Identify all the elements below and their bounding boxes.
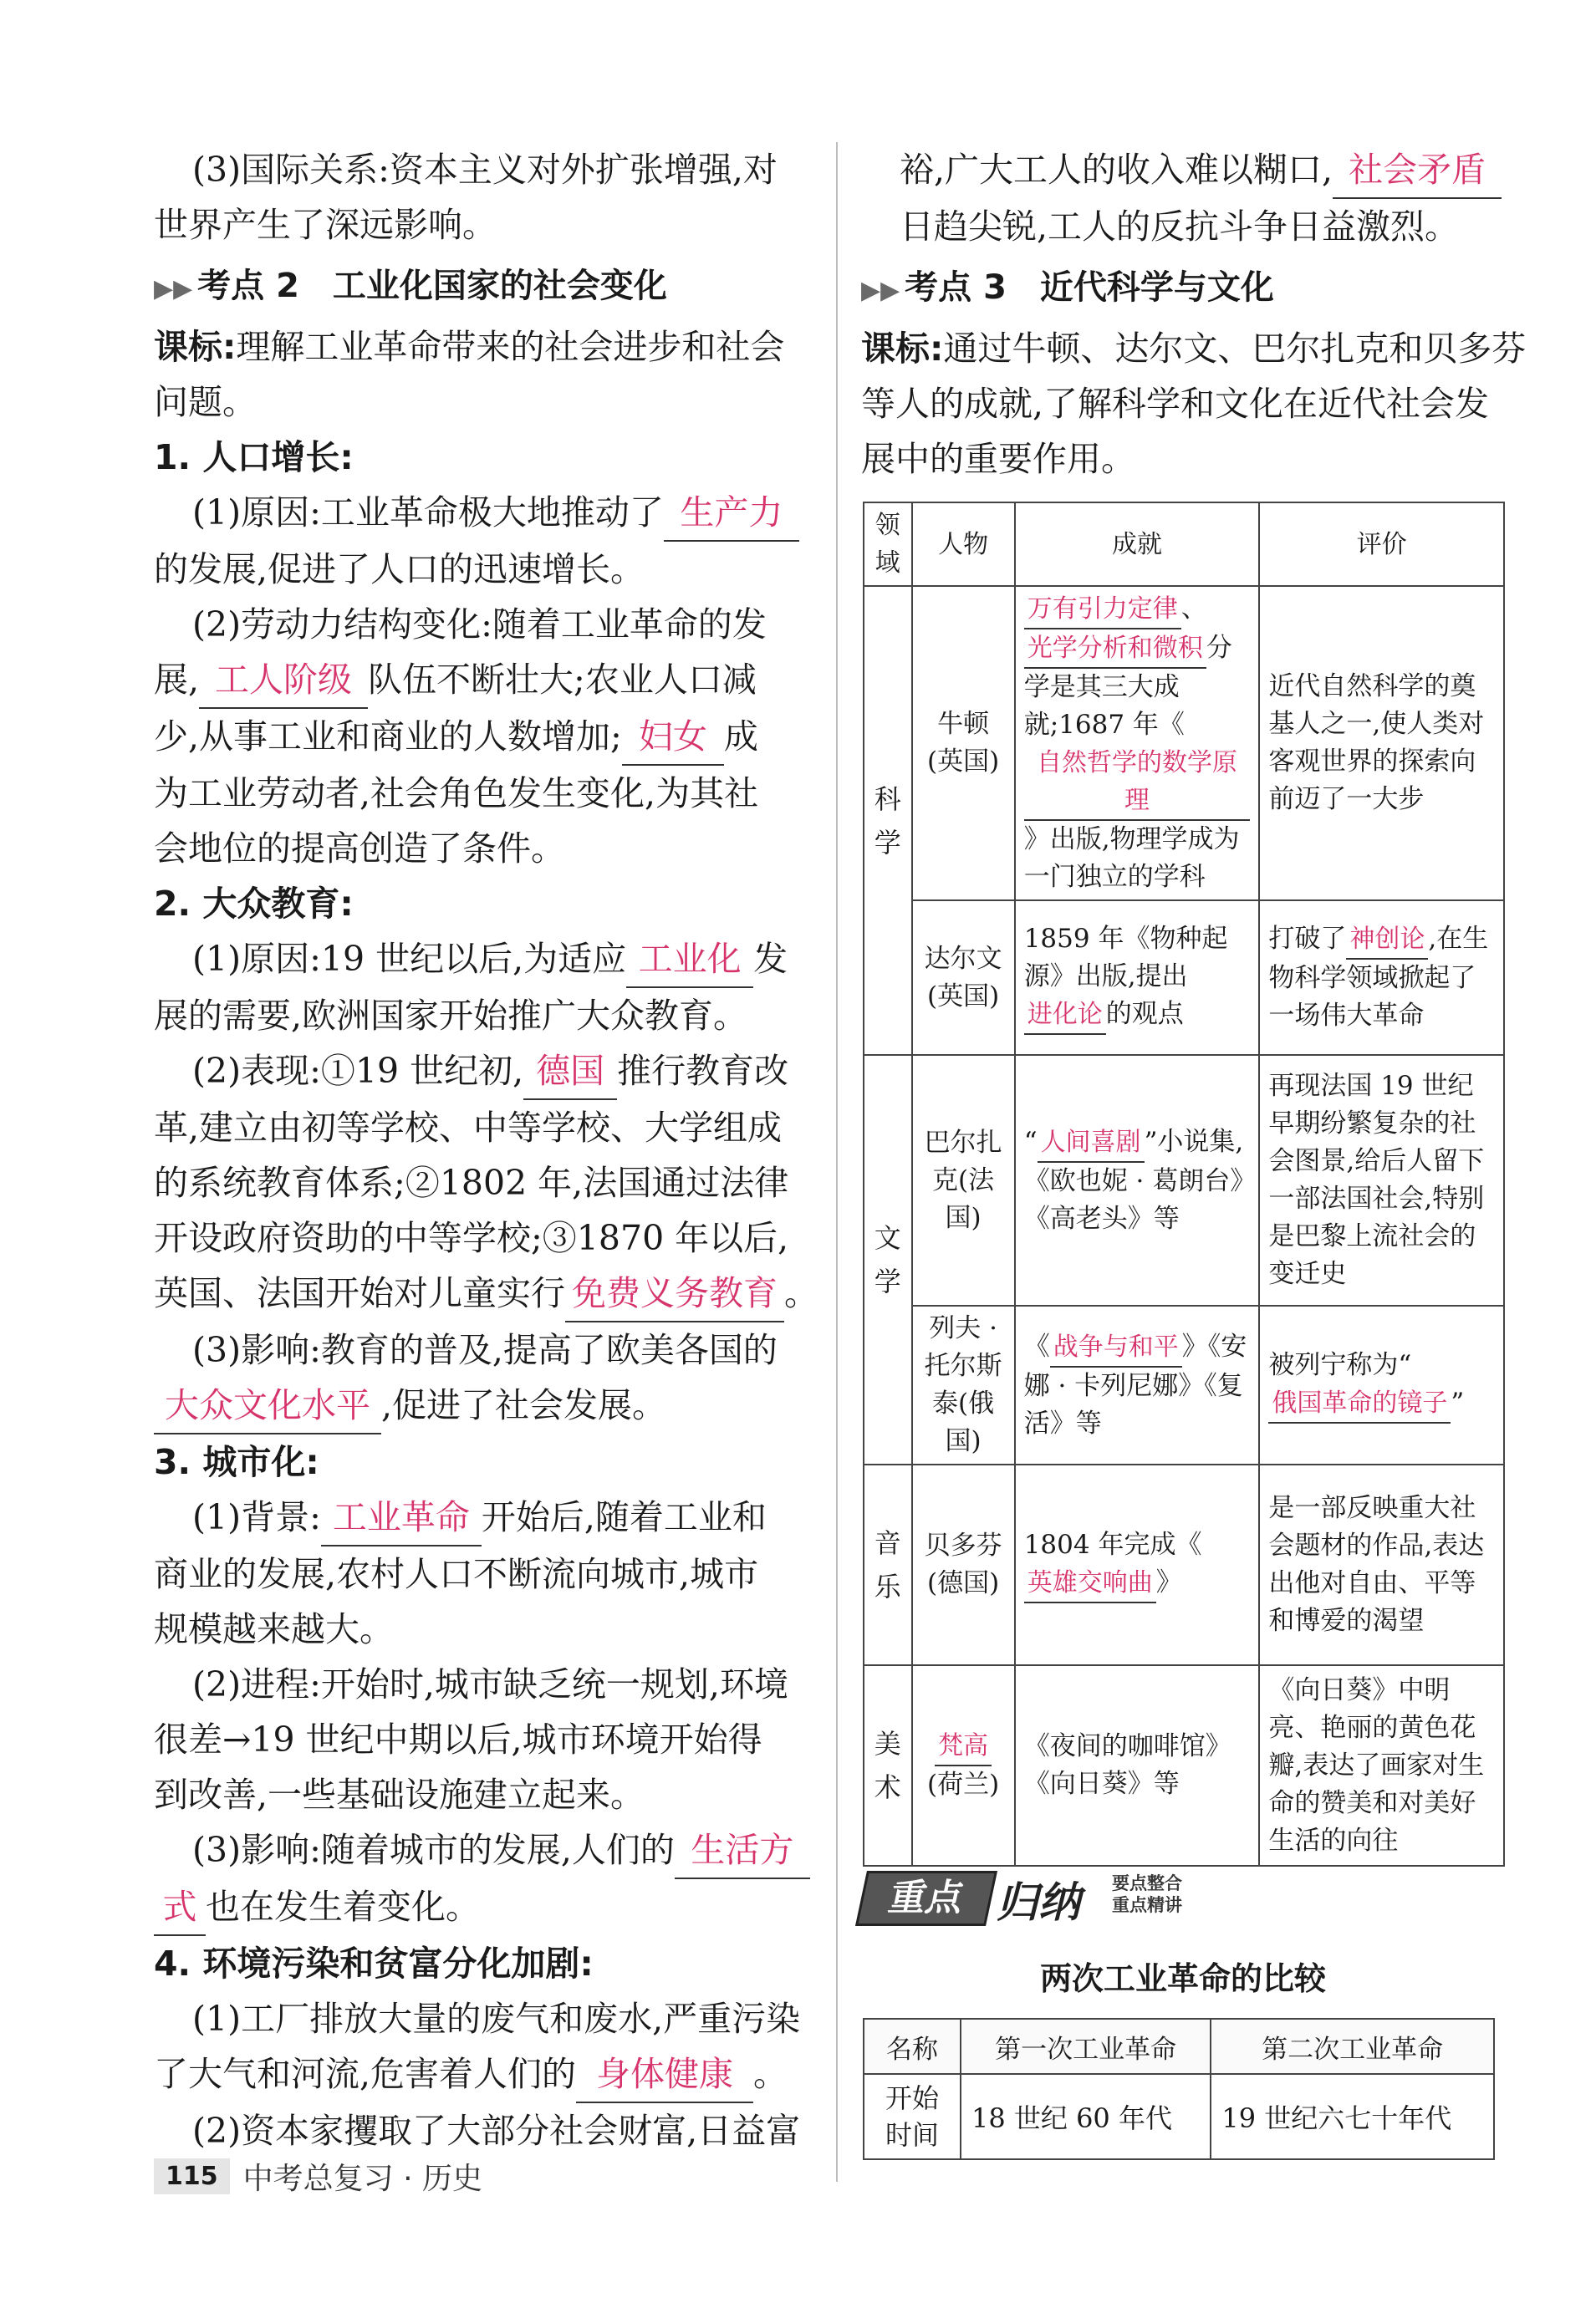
text-line: (2)劳动力结构变化:随着工业革命的发 [192,604,767,645]
page-number: 115 [154,2158,230,2194]
column-divider [836,142,838,2182]
text-line: 商业的发展,农村人口不断流向城市,城市 [154,1554,759,1594]
answer-blank: 大众文化水平 [154,1378,381,1434]
kebiao-line [861,321,1527,376]
section-title: 3. 城市化: [154,1442,319,1482]
person-cell: 列夫 · 托尔斯泰(俄国) [912,1306,1015,1465]
text-line: 为工业劳动者,社会角色发生变化,为其社 [154,773,759,813]
achievement-cell [1015,1306,1260,1465]
answer-blank: 自然哲学的数学原理 [1024,744,1251,821]
answer-blank: 万有引力定律 [1024,590,1181,629]
text-line [154,1822,806,1879]
table-header: 评价 [1259,502,1504,586]
table-row [864,1465,1504,1665]
achievement-cell [1015,586,1260,900]
text-line [154,485,806,542]
page-footer [154,2155,482,2205]
text-line [154,1043,806,1100]
text-span: 开始后,随着工业和 [481,1497,767,1537]
text-span: ”小说集,《欧也妮 · 葛朗台》《高老头》等 [1023,1126,1244,1234]
text-span: 发 [753,939,788,979]
table-header: 人物 [912,502,1015,586]
text-span: 少,从事工业和商业的人数增加; [154,716,622,757]
text-line: 的系统教育体系;②1802 年,法国通过法律 [154,1163,789,1203]
text-span: (1)原因:19 世纪以后,为适应 [192,939,627,979]
text-span: 也在发生着变化。 [206,1887,480,1927]
person-cell: 巴尔扎克(法国) [912,1055,1015,1306]
text-line [154,1378,806,1434]
answer-blank: 德国 [523,1043,617,1100]
text-span: (1)背景: [192,1497,321,1537]
text-span: 》 [1155,1567,1182,1597]
text-line: (3)国际关系:资本主义对外扩张增强,对 [192,150,778,190]
kebiao-text: 通过牛顿、达尔文、巴尔扎克和贝多芬 [943,329,1527,369]
banner-subtitle [1112,1873,1182,1916]
kaodian-3-heading [861,257,1513,321]
evaluation-cell [1259,1306,1504,1465]
banner-label: 重点 [855,1871,997,1926]
text-span: (荷兰) [927,1770,1000,1800]
text-span: 》《安娜 · 卡列尼娜》《复活》等 [1023,1331,1247,1439]
text-span: 展, [154,660,200,700]
answer-blank: 工业革命 [321,1490,482,1546]
text-span: 。 [753,2054,788,2094]
text-span: 成 [723,716,758,757]
double-arrow-icon: ▶▶ [861,276,900,305]
text-span: (2)表现:①19 世纪初, [192,1051,524,1091]
answer-blank: 社会矛盾 [1333,142,1502,199]
text-span: ” [1451,1388,1465,1418]
answer-blank: 式 [154,1879,206,1936]
text-span: 1804 年完成《 [1023,1530,1202,1560]
text-line: 开设政府资助的中等学校;③1870 年以后, [154,1218,789,1258]
text-line: (2)资本家攫取了大部分社会财富,日益富 [192,2111,801,2151]
banner-subtitle-line: 重点精讲 [1112,1895,1182,1915]
kebiao-line: 等人的成就,了解科学和文化在近代社会发 [861,384,1490,424]
person-cell: 贝多芬(德国) [912,1465,1015,1665]
text-line [154,2046,806,2103]
achievement-cell [1015,1465,1260,1665]
text-span: 分学是其三大成就;1687 年《 [1023,633,1232,740]
evaluation-cell: 是一部反映重大社会题材的作品,表达出他对自由、平等和博爱的渴望 [1259,1465,1504,1665]
answer-blank: 人间喜剧 [1038,1124,1145,1163]
kebiao-label: 课标: [861,329,944,369]
comparison-table [863,2018,1495,2160]
achievement-cell [1015,1055,1260,1306]
table-header-row [864,502,1504,586]
kaodian-2-title: 考点 2 工业化国家的社会变化 [197,267,667,305]
evaluation-cell: 再现法国 19 世纪早期纷繁复杂的社会图景,给后人留下一部法国社会,特别是巴黎上流社会的变迁史 [1259,1055,1504,1306]
text-span: 。 [784,1273,818,1313]
answer-blank: 战争与和平 [1050,1328,1182,1368]
kebiao-line: 展中的重要作用。 [861,439,1135,479]
text-line [154,1490,806,1546]
text-line: (2)进程:开始时,城市缺乏统一规划,环境 [192,1664,788,1704]
text-span: ,在生物科学领域掀起了一场伟大革命 [1268,924,1489,1031]
double-arrow-icon: ▶▶ [154,274,193,303]
text-line: 到改善,一些基础设施建立起来。 [154,1775,645,1815]
answer-blank: 光学分析和微积 [1024,629,1206,669]
text-span: 《 [1023,1331,1050,1362]
table-header: 名称 [864,2019,961,2074]
text-line [154,709,806,766]
table-cell: 19 世纪六七十年代 [1211,2074,1494,2159]
text-line: 世界产生了深远影响。 [154,205,497,245]
text-span: 被列宁称为“ [1268,1350,1412,1380]
text-line: 日趋尖锐,工人的反抗斗争日益激烈。 [900,206,1460,247]
text-line: 革,建立由初等学校、中等学校、大学组成 [154,1108,783,1148]
table-row [864,1306,1504,1465]
table-row [864,1055,1504,1306]
field-cell: 科学 [864,586,912,1055]
achievement-cell: 《夜间的咖啡馆》《向日葵》等 [1015,1665,1260,1866]
key-summary-banner [861,1864,1212,1931]
answer-blank: 身体健康 [576,2046,753,2103]
answer-blank: 俄国革命的镜子 [1268,1384,1451,1424]
field-cell: 美术 [864,1665,912,1866]
table-cell: 18 世纪 60 年代 [961,2074,1211,2159]
text-line [154,931,806,988]
kebiao-text: 理解工业革命带来的社会进步和社会 [236,327,785,367]
banner-subtitle-line: 要点整合 [1112,1873,1182,1893]
field-cell: 文学 [864,1055,912,1465]
person-cell: 牛顿(英国) [912,586,1015,900]
left-column [154,142,818,2158]
science-culture-table [863,502,1505,1867]
answer-blank: 工业化 [626,931,753,988]
text-line: (3)影响:教育的普及,提高了欧美各国的 [192,1330,778,1370]
answer-blank: 进化论 [1024,996,1106,1035]
kaodian-2-heading [154,256,806,319]
section-title: 1. 人口增长: [154,437,354,477]
answer-blank: 妇女 [622,709,724,766]
text-line: 规模越来越大。 [154,1609,394,1649]
answer-blank: 英雄交响曲 [1024,1564,1156,1603]
text-span: 打破了 [1268,924,1347,954]
text-line: 会地位的提高创造了条件。 [154,828,565,869]
answer-blank: 梵高 [935,1727,992,1766]
text-span: (3)影响:随着城市的发展,人们的 [192,1830,675,1870]
evaluation-cell [1259,900,1504,1055]
kebiao-line [154,319,806,375]
text-span: 推行教育改 [617,1051,789,1091]
person-cell [912,1665,1015,1866]
text-span: 裕,广大工人的收入难以糊口, [900,150,1333,190]
answer-blank: 生活方 [675,1822,810,1879]
text-span: 1859 年《物种起源》出版,提出 [1023,924,1228,991]
text-line [154,652,806,709]
banner-title: 归纳 [997,1878,1080,1927]
kebiao-line: 问题。 [154,382,257,422]
text-span: 的观点 [1105,999,1184,1029]
person-cell: 达尔文(英国) [912,900,1015,1055]
table-row [864,2074,1494,2159]
field-cell: 音乐 [864,1465,912,1665]
text-span: 》出版,物理学成为一门独立的学科 [1023,824,1240,892]
evaluation-cell: 《向日葵》中明亮、艳丽的黄色花瓣,表达了画家对生命的赞美和对美好生活的向往 [1259,1665,1504,1866]
text-span: 英国、法国开始对儿童实行 [154,1273,565,1313]
text-span: 了大气和河流,危害着人们的 [154,2054,577,2094]
comparison-title: 两次工业革命的比较 [1039,1960,1326,1997]
text-line [154,1266,818,1322]
answer-blank: 工人阶级 [199,652,368,709]
text-line: 的发展,促进了人口的迅速增长。 [154,549,645,589]
text-span: ,促进了社会发展。 [381,1385,667,1425]
right-column [861,142,1527,487]
evaluation-cell: 近代自然科学的奠基人之一,使人类对客观世界的探索向前迈了一大步 [1259,586,1504,900]
text-line [861,142,1513,199]
table-header-row [864,2019,1494,2074]
table-header: 第一次工业革命 [961,2019,1211,2074]
answer-blank: 神创论 [1346,920,1428,960]
table-header: 领域 [864,502,912,586]
table-row [864,900,1504,1055]
text-line: 很差→19 世纪中期以后,城市环境开始得 [154,1720,762,1760]
table-row [864,1665,1504,1866]
text-span: (1)原因:工业革命极大地推动了 [192,492,664,532]
text-line: 展的需要,欧洲国家开始推广大众教育。 [154,996,748,1036]
table-header: 成就 [1015,502,1260,586]
kaodian-3-title: 考点 3 近代科学与文化 [905,268,1274,307]
answer-blank: 免费义务教育 [565,1266,784,1322]
section-title: 2. 大众教育: [154,884,354,924]
book-title: 中考总复习 · 历史 [242,2162,482,2196]
text-line: (1)工厂排放大量的废气和废水,严重污染 [192,1999,801,2039]
text-span: 、 [1180,594,1207,624]
row-name-cell: 开始时间 [864,2074,961,2159]
text-line [154,1879,806,1936]
answer-blank: 生产力 [664,485,799,542]
section-title: 4. 环境污染和贫富分化加剧: [154,1944,594,1984]
table-row [864,586,1504,900]
table-header: 第二次工业革命 [1211,2019,1494,2074]
text-span: 队伍不断壮大;农业人口减 [368,660,757,700]
kebiao-label: 课标: [154,327,237,367]
text-span: “ [1023,1126,1038,1157]
achievement-cell [1015,900,1260,1055]
